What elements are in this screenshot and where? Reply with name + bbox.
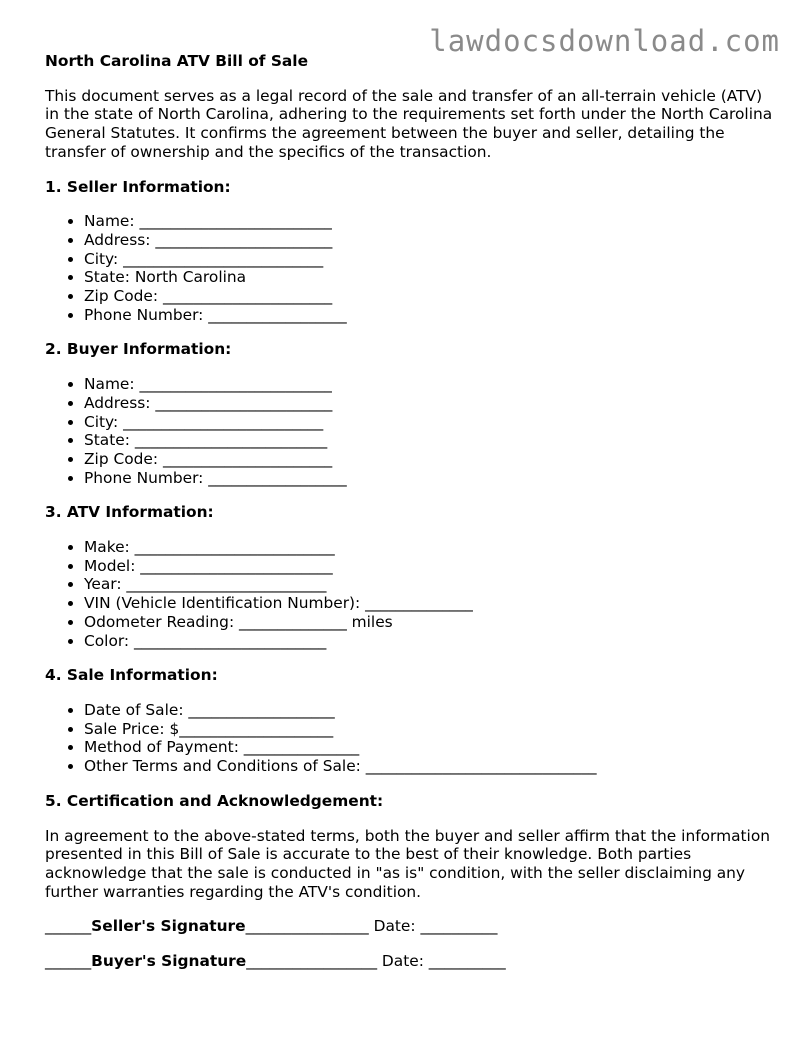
- other-terms-field: • Other Terms and Conditions of Sale: ______________________________: [84, 757, 775, 776]
- buyer-city-field: • City: __________________________: [84, 413, 775, 432]
- atv-color-field: • Color: _________________________: [84, 632, 775, 651]
- atv-model-field: • Model: _________________________: [84, 557, 775, 576]
- buyer-address-field: • Address: _______________________: [84, 394, 775, 413]
- seller-signature-line: [45, 917, 775, 936]
- atv-make-field: • Make: __________________________: [84, 538, 775, 557]
- atv-odometer-field: • Odometer Reading: ______________ miles: [84, 613, 775, 632]
- document-body: [45, 52, 775, 987]
- seller-state-field: • State: North Carolina: [84, 268, 775, 287]
- atv-section-heading: 3. ATV Information:: [45, 503, 214, 522]
- watermark-text: lawdocsdownload.com: [429, 24, 780, 58]
- document-title: North Carolina ATV Bill of Sale: [45, 52, 309, 70]
- atv-vin-field: • VIN (Vehicle Identification Number): ______________: [84, 594, 775, 613]
- seller-signature-label: Seller's Signature: [91, 917, 246, 936]
- buyer-state-field: • State: _________________________: [84, 431, 775, 450]
- certification-paragraph: In agreement to the above-stated terms, both the buyer and seller affirm that the information presented in this Bill of Sale is accurate to the best of their knowledge. Both parties acknowledge that the sale is conducted in "as is" condition, with the seller disclaiming any further warranties regarding the ATV's condition.: [45, 826, 770, 901]
- buyer-info-list: [45, 375, 775, 487]
- atv-info-list: [45, 538, 775, 650]
- certification-section-heading: 5. Certification and Acknowledgement:: [45, 791, 384, 810]
- sale-section-heading: 4. Sale Information:: [45, 666, 218, 685]
- seller-name-field: • Name: _________________________: [84, 212, 775, 231]
- seller-zip-field: • Zip Code: ______________________: [84, 287, 775, 306]
- buyer-signature-prefix: ______: [45, 952, 92, 971]
- buyer-signature-date: _________________ Date: __________: [246, 952, 506, 971]
- intro-paragraph: This document serves as a legal record of the sale and transfer of an all-terrain vehicle (ATV) in the state of North Carolina, adhering to the requirements set forth under the North Carolina General Statutes. It confirms the agreement between the buyer and seller, detailing the transfer of ownership and the specifics of the transaction.: [45, 86, 773, 161]
- buyer-signature-label: Buyer's Signature: [91, 952, 247, 971]
- buyer-phone-field: • Phone Number: __________________: [84, 469, 775, 488]
- seller-phone-field: • Phone Number: __________________: [84, 306, 775, 325]
- seller-signature-prefix: ______: [45, 917, 92, 936]
- atv-year-field: • Year: __________________________: [84, 575, 775, 594]
- seller-section-heading: 1. Seller Information:: [45, 177, 231, 196]
- seller-signature-date: ________________ Date: __________: [245, 917, 498, 936]
- sale-info-list: [45, 701, 775, 776]
- buyer-signature-line: [45, 952, 775, 971]
- sale-price-field: • Sale Price: $____________________: [84, 720, 775, 739]
- seller-address-field: • Address: _______________________: [84, 231, 775, 250]
- payment-method-field: • Method of Payment: _______________: [84, 738, 775, 757]
- buyer-section-heading: 2. Buyer Information:: [45, 340, 232, 359]
- buyer-zip-field: • Zip Code: ______________________: [84, 450, 775, 469]
- buyer-name-field: • Name: _________________________: [84, 375, 775, 394]
- seller-city-field: • City: __________________________: [84, 250, 775, 269]
- seller-info-list: [45, 212, 775, 324]
- sale-date-field: • Date of Sale: ___________________: [84, 701, 775, 720]
